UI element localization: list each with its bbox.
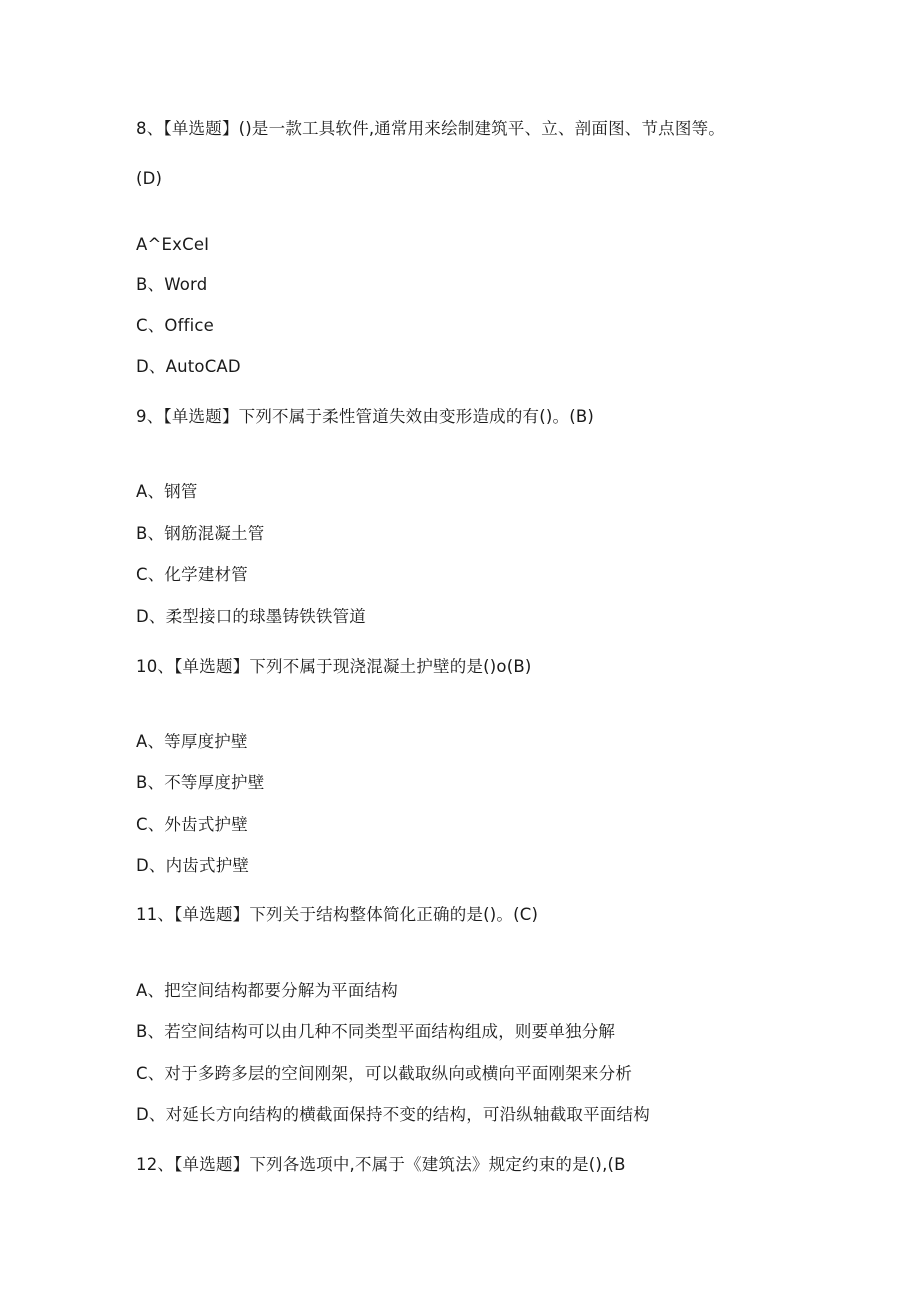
question-stem: 10、【单选题】下列不属于现浇混凝土护壁的是()o(B) xyxy=(136,657,532,676)
question-stem: 9、【单选题】下列不属于柔性管道失效由变形造成的有()。(B) xyxy=(136,407,595,426)
option: A、等厚度护壁 xyxy=(136,732,248,751)
option: A^ExCeI xyxy=(136,235,210,254)
option: D、柔型接口的球墨铸铁铁管道 xyxy=(136,607,367,626)
option: D、对延长方向结构的横截面保持不变的结构，可沿纵轴截取平面结构 xyxy=(136,1105,650,1124)
option: D、内齿式护壁 xyxy=(136,856,250,875)
option: C、Office xyxy=(136,316,215,335)
question-stem: 8、【单选题】()是一款工具软件,通常用来绘制建筑平、立、剖面图、节点图等。 xyxy=(136,119,725,138)
question-answer: (D) xyxy=(136,169,163,188)
question-stem: 12、【单选题】下列各选项中,不属于《建筑法》规定约束的是(),(B xyxy=(136,1155,626,1174)
option: B、不等厚度护壁 xyxy=(136,773,265,792)
option: C、化学建材管 xyxy=(136,565,248,584)
option: C、外齿式护壁 xyxy=(136,815,248,834)
option: B、Word xyxy=(136,275,208,294)
option: A、钢管 xyxy=(136,482,198,501)
question-stem: 11、【单选题】下列关于结构整体简化正确的是()。(C) xyxy=(136,905,539,924)
option: C、对于多跨多层的空间刚架，可以截取纵向或横向平面刚架来分析 xyxy=(136,1064,633,1083)
option: D、AutoCAD xyxy=(136,357,241,376)
option: B、钢筋混凝土管 xyxy=(136,524,265,543)
option: A、把空间结构都要分解为平面结构 xyxy=(136,981,398,1000)
option: B、若空间结构可以由几种不同类型平面结构组成，则要单独分解 xyxy=(136,1022,616,1041)
